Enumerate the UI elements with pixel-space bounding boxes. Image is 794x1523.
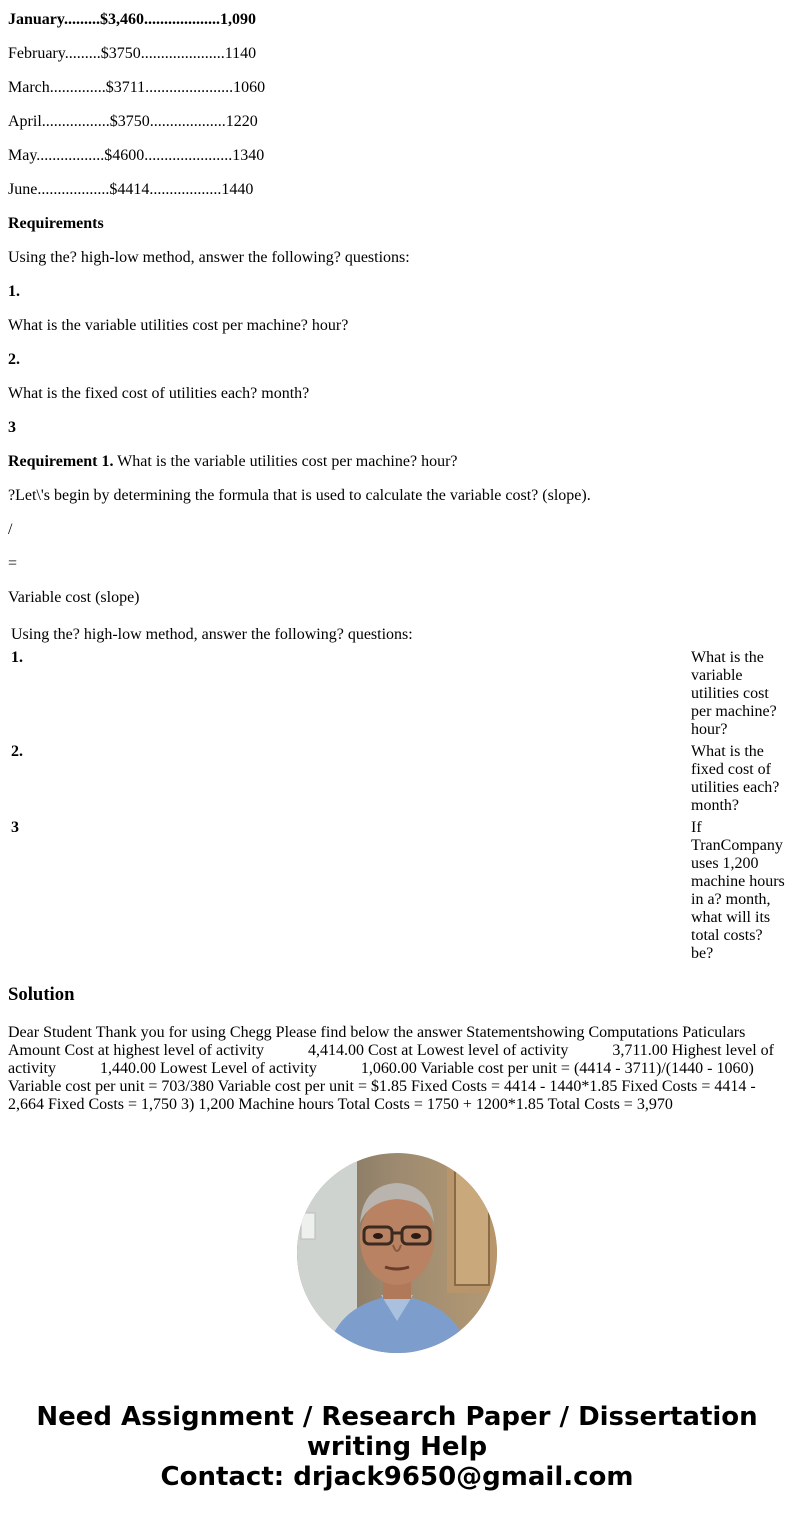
solution-heading: Solution bbox=[8, 984, 75, 1005]
tutor-photo bbox=[297, 1153, 497, 1353]
question-2-text: What is the fixed cost of utilities each? month? bbox=[8, 385, 310, 402]
question-3-number: 3 bbox=[8, 419, 16, 436]
solution-text: Dear Student Thank you for using Chegg Please find below the answer Statementshowing Computations Paticulars Amount Cost at highest level of activity 4,414.00 Cost at Lowest level of activity 3,711.00 Highest level of activity 1,440.00 Lowest Level of activity 1,060.00 Variable cost per unit = (4414 - 3711)/(1440 - 1060) Variable cost per unit = 703/380 Variable cost per unit = $1.85 Fixed Costs = 4414 - 1440*1.85 Fixed Costs = 4414 - 2,664 Fixed Costs = 1,750 3) 1,200 Machine hours Total Costs = 1750 + 1200*1.85 Total Costs = 3,970 bbox=[8, 1024, 778, 1113]
table-row-text: What is the fixed cost of utilities each? month? bbox=[691, 743, 780, 814]
contact-banner bbox=[0, 1402, 794, 1492]
table-row-number: 1. bbox=[11, 649, 23, 666]
table-row-text: What is the variable utilities cost per machine? hour? bbox=[691, 649, 777, 738]
requirement-1-text: What is the variable utilities cost per machine? hour? bbox=[113, 453, 458, 470]
cta-line-1: Need Assignment / Research Paper / Dissertation bbox=[36, 1402, 758, 1432]
question-2-number: 2. bbox=[8, 351, 20, 368]
data-row-may: May.................$4600......................1340 bbox=[8, 147, 265, 164]
slash-symbol: / bbox=[8, 521, 13, 538]
data-row-february: February.........$3750.....................1140 bbox=[8, 45, 257, 62]
table-caption: Using the? high-low method, answer the following? questions: bbox=[11, 626, 413, 643]
equals-symbol: = bbox=[8, 555, 18, 572]
data-row-january: January.........$3,460...................1,090 bbox=[8, 11, 257, 28]
data-row-june: June..................$4414..................1440 bbox=[8, 181, 254, 198]
data-row-march: March..............$3711......................1060 bbox=[8, 79, 266, 96]
cta-line-3: Contact: drjack9650@gmail.com bbox=[160, 1462, 634, 1492]
cta-line-2: writing Help bbox=[306, 1432, 488, 1462]
formula-intro: ?Let\'s begin by determining the formula that is used to calculate the variable cost? (slope). bbox=[8, 487, 591, 504]
variable-cost-label: Variable cost (slope) bbox=[8, 589, 140, 606]
table-row-number: 3 bbox=[11, 819, 19, 836]
requirement-1-line bbox=[8, 453, 458, 471]
requirements-heading: Requirements bbox=[8, 215, 104, 232]
requirement-1-label: Requirement 1. bbox=[8, 453, 114, 470]
table-row-number: 2. bbox=[11, 743, 23, 760]
question-1-text: What is the variable utilities cost per machine? hour? bbox=[8, 317, 349, 334]
question-1-number: 1. bbox=[8, 283, 20, 300]
data-row-april: April.................$3750...................1220 bbox=[8, 113, 258, 130]
tutor-avatar bbox=[297, 1153, 497, 1353]
table-row-text: If TranCompany uses 1,200 machine hours in a? month, what will its total costs? be? bbox=[691, 819, 785, 962]
intro-text: Using the? high-low method, answer the following? questions: bbox=[8, 249, 410, 266]
